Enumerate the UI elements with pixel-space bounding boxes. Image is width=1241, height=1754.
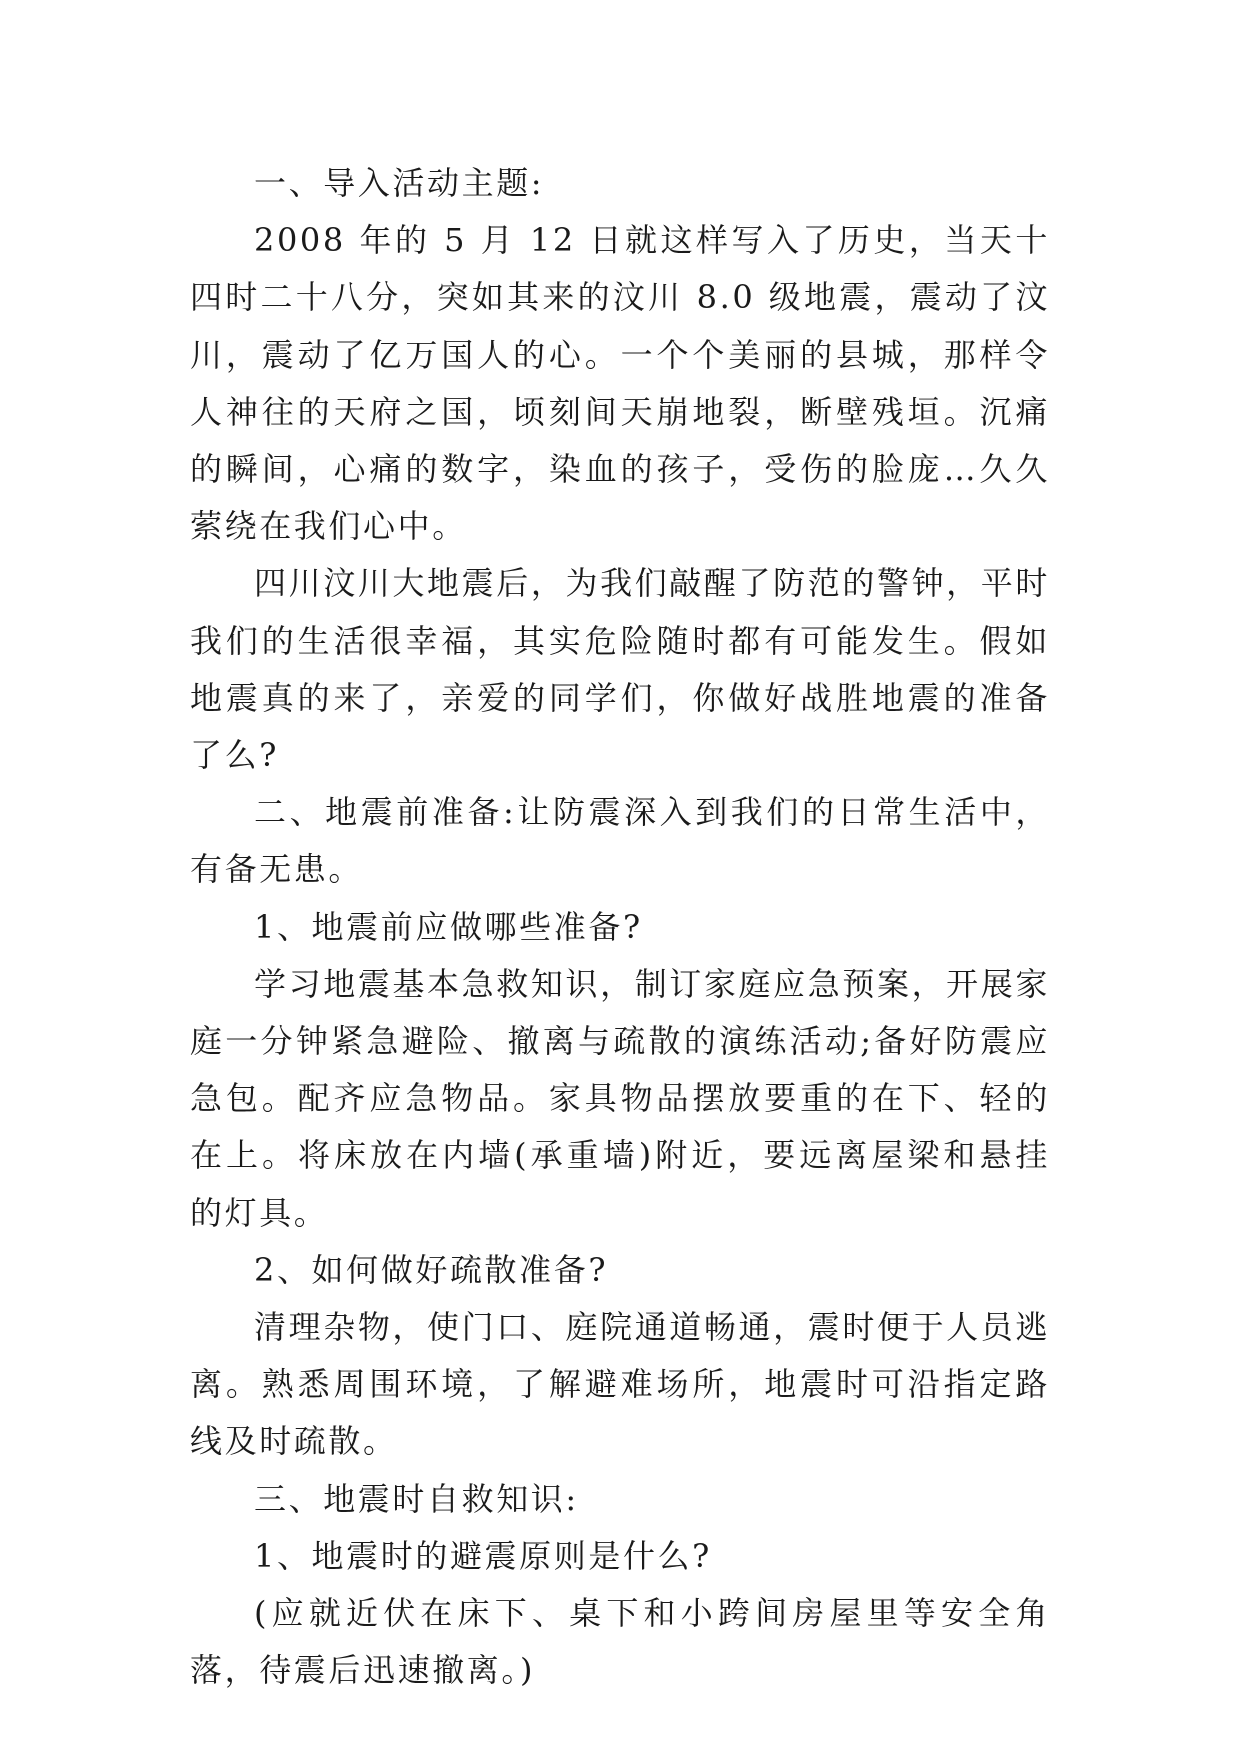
- section-heading-preparation: 二、地震前准备:让防震深入到我们的日常生活中，有备无患。: [190, 793, 1050, 889]
- paragraph-evacuation-answer: 清理杂物，使门口、庭院通道畅通，震时便于人员逃离。熟悉周围环境，了解避难场所，地震时可沿指定路线及时疏散。: [190, 1308, 1050, 1461]
- question-principle: 1、地震时的避震原则是什么?: [254, 1536, 712, 1575]
- paragraph-preparation-answer: 学习地震基本急救知识，制订家庭应急预案，开展家庭一分钟紧急避险、撤离与疏散的演练活动;备好防震应急包。配齐应急物品。家具物品摆放要重的在下、轻的在上。将床放在内墙(承重墙)附近，要远离屋梁和悬挂的灯具。: [190, 964, 1050, 1232]
- section-heading-intro: 一、导入活动主题:: [254, 164, 545, 202]
- paragraph-principle-answer: (应就近伏在床下、桌下和小跨间房屋里等安全角落，待震后迅速撤离。): [190, 1594, 1050, 1690]
- paragraph-warning: 四川汶川大地震后，为我们敲醒了防范的警钟，平时我们的生活很幸福，其实危险随时都有可能发生。假如地震真的来了，亲爱的同学们，你做好战胜地震的准备了么?: [190, 564, 1050, 775]
- section-heading-self-rescue: 三、地震时自救知识:: [254, 1479, 579, 1518]
- question-preparation: 1、地震前应做哪些准备?: [254, 907, 643, 946]
- question-evacuation: 2、如何做好疏散准备?: [254, 1250, 609, 1289]
- document-body: [190, 155, 1050, 1699]
- paragraph-wenchuan-earthquake: 2008 年的 5 月 12 日就这样写入了历史，当天十四时二十八分，突如其来的汶川 8.0 级地震，震动了汶川，震动了亿万国人的心。一个个美丽的县城，那样令人神往的天府之国，顷刻间天崩地裂，断壁残垣。沉痛的瞬间，心痛的数字，染血的孩子，受伤的脸庞…久久萦绕在我们心中。: [190, 221, 1050, 546]
